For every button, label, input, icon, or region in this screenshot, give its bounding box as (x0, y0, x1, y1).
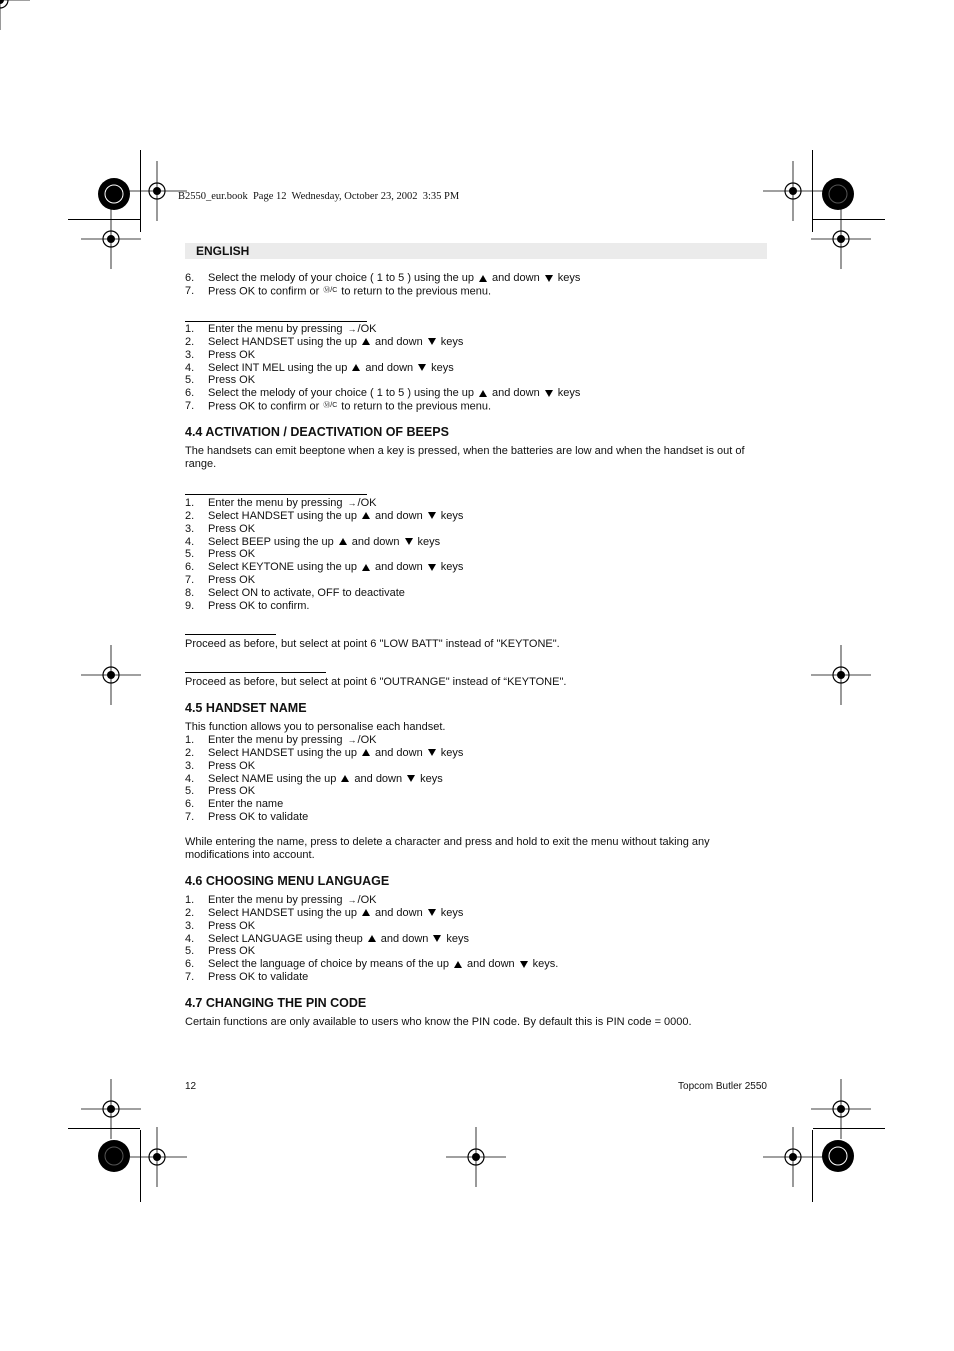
language-steps (185, 894, 767, 984)
int-mel-steps (185, 323, 767, 413)
list-text: keys (557, 272, 581, 284)
down-triangle-icon (428, 338, 436, 345)
list-text: Select HANDSET using the up (208, 906, 357, 919)
list-text: Press OK (208, 348, 256, 361)
down-triangle-icon (405, 538, 413, 545)
down-triangle-icon (407, 775, 415, 782)
down-triangle-icon (428, 564, 436, 571)
clear-key-icon: Ⓜ/C (323, 402, 338, 410)
list-number: 7. (185, 574, 195, 587)
list-text: and down (354, 772, 403, 785)
menu-key-icon: → (347, 895, 357, 905)
list-text: to return to the previous menu. (341, 400, 492, 413)
up-triangle-icon (479, 390, 487, 397)
subsection-rule (185, 321, 367, 322)
list-text: Select NAME using the up (208, 772, 337, 785)
list-text: keys (440, 509, 464, 522)
list-number: 2. (185, 746, 195, 759)
up-triangle-icon (341, 775, 349, 782)
list-item (185, 587, 767, 600)
menu-key-icon: → (347, 498, 357, 508)
language-header-bar (185, 243, 767, 259)
list-item (185, 760, 767, 773)
list-number: 7. (185, 811, 195, 824)
list-number: 2. (185, 509, 195, 522)
list-text: Select KEYTONE using the up (208, 561, 357, 574)
list-text: keys. (532, 958, 559, 971)
list-item (185, 285, 767, 298)
handset-name-steps (185, 734, 767, 824)
list-text: Press OK (208, 785, 256, 798)
product-name: Topcom Butler 2550 (678, 1081, 767, 1092)
list-text: and down (491, 272, 540, 284)
list-text: Press OK (208, 574, 256, 587)
beeps-intro: The handsets can emit beeptone when a key is pressed, when the batteries are low and when the handset is out of range. (185, 445, 745, 470)
list-text: Enter the name (208, 798, 284, 811)
list-number: 9. (185, 599, 195, 612)
list-text: and down (374, 335, 423, 348)
up-triangle-icon (362, 512, 370, 519)
list-number: 6. (185, 272, 195, 284)
list-text: Enter the menu by pressing (208, 894, 343, 906)
list-item (185, 600, 767, 613)
list-number: 5. (185, 374, 195, 387)
list-number: 3. (185, 919, 195, 932)
list-text: Select HANDSET using the up (208, 335, 357, 348)
list-text: and down (374, 746, 423, 759)
down-triangle-icon (520, 961, 528, 968)
list-item (185, 548, 767, 561)
up-triangle-icon (454, 961, 462, 968)
list-item (185, 785, 767, 798)
down-triangle-icon (418, 364, 426, 371)
list-text: Enter the menu by pressing (208, 497, 343, 509)
list-text: keys (420, 772, 443, 785)
list-text: Press OK (208, 522, 256, 535)
subsection-rule (185, 634, 276, 635)
list-text: /OK (357, 734, 377, 746)
lowbatt-text: Proceed as before, but select at point 6 "LOW BATT" instead of "KEYTONE". (185, 638, 560, 650)
list-text: keys (557, 387, 581, 400)
list-text: Select LANGUAGE using theup (208, 932, 363, 945)
list-number: 6. (185, 561, 195, 574)
list-number: 1. (185, 734, 195, 746)
list-number: 3. (185, 522, 195, 535)
down-triangle-icon (428, 909, 436, 916)
list-number: 4. (185, 772, 195, 785)
language-header: ENGLISH (196, 244, 250, 258)
page-number: 12 (185, 1081, 197, 1092)
list-number: 8. (185, 586, 195, 599)
list-text: Select INT MEL using the up (208, 361, 348, 374)
list-number: 1. (185, 894, 195, 906)
subsection-rule (185, 672, 326, 673)
down-triangle-icon (428, 512, 436, 519)
list-number: 7. (185, 400, 195, 413)
clear-key-icon: Ⓜ/C (323, 286, 338, 294)
list-text: keys (440, 746, 464, 759)
list-text: keys (446, 932, 470, 945)
list-number: 1. (185, 497, 195, 509)
list-number: 3. (185, 348, 195, 361)
list-item (185, 773, 767, 786)
list-item (185, 349, 767, 362)
list-text: Press OK (208, 919, 256, 932)
list-text: Select the melody of your choice ( 1 to 5 ) using the up (208, 272, 474, 284)
list-number: 4. (185, 361, 195, 374)
list-text: Select HANDSET using the up (208, 509, 357, 522)
list-item (185, 798, 767, 811)
list-text: and down (375, 561, 423, 574)
list-text: Select HANDSET using the up (208, 746, 357, 759)
list-text: and down (491, 387, 540, 400)
up-triangle-icon (362, 909, 370, 916)
list-item (185, 747, 767, 760)
list-item (185, 958, 767, 971)
section-title-4-7: 4.7 CHANGING THE PIN CODE (185, 996, 367, 1010)
list-text: Press OK to confirm or (208, 285, 320, 298)
up-triangle-icon (352, 364, 360, 371)
list-number: 5. (185, 945, 195, 958)
list-number: 4. (185, 932, 195, 945)
list-number: 6. (185, 798, 195, 811)
list-text: and down (374, 906, 423, 919)
list-text: /OK (357, 497, 377, 509)
list-text: Select BEEP using the up (208, 535, 334, 548)
list-item (185, 945, 767, 958)
list-text: keys (431, 361, 454, 374)
list-text: and down (351, 535, 400, 548)
list-text: Press OK to validate (208, 971, 309, 984)
pin-code-intro: Certain functions are only available to users who know the PIN code. By default this is PIN code = 0000. (185, 1016, 692, 1028)
list-text: Enter the menu by pressing (208, 323, 343, 335)
up-triangle-icon (368, 935, 376, 942)
keytone-steps (185, 497, 767, 613)
list-item (185, 323, 767, 336)
list-number: 6. (185, 958, 195, 971)
list-item (185, 510, 767, 523)
list-number: 4. (185, 535, 195, 548)
list-number: 2. (185, 906, 195, 919)
list-number: 1. (185, 323, 195, 335)
down-triangle-icon (433, 935, 441, 942)
list-item (185, 574, 767, 587)
list-item (185, 336, 767, 349)
list-text: to return to the previous menu. (341, 285, 492, 298)
list-text: Select the language of choice by means of the up (208, 958, 449, 971)
registration-target-icon (0, 0, 30, 30)
down-triangle-icon (545, 275, 553, 282)
section-title-4-6: 4.6 CHOOSING MENU LANGUAGE (185, 874, 390, 888)
up-triangle-icon (479, 275, 487, 282)
list-text: Press OK (208, 548, 256, 561)
list-item (185, 933, 767, 946)
list-text: Press OK (208, 945, 256, 958)
down-triangle-icon (428, 749, 436, 756)
melody-list-continued (185, 272, 767, 298)
list-item (185, 374, 767, 387)
list-number: 6. (185, 387, 195, 400)
list-number: 7. (185, 971, 195, 984)
list-number: 2. (185, 335, 195, 348)
list-text: Enter the menu by pressing (208, 734, 343, 746)
menu-key-icon: → (347, 735, 357, 745)
outrange-text: Proceed as before, but select at point 6 "OUTRANGE" instead of “KEYTONE". (185, 676, 567, 688)
list-item (185, 971, 767, 984)
list-item (185, 536, 767, 549)
list-text: Press OK to confirm or (208, 400, 320, 413)
list-item (185, 400, 767, 413)
list-item (185, 811, 767, 824)
list-text: and down (466, 958, 515, 971)
list-text: keys (440, 906, 464, 919)
menu-key-icon: → (347, 324, 357, 334)
list-text: and down (374, 509, 423, 522)
list-text: /OK (357, 894, 377, 906)
list-text: Press OK to confirm. (208, 599, 310, 612)
up-triangle-icon (362, 749, 370, 756)
list-text: keys (417, 535, 441, 548)
up-triangle-icon (339, 538, 347, 545)
list-text: Press OK (208, 759, 256, 772)
name-entry-note: While entering the name, press to delete a character and press and hold to exit the menu without taking any modifications into account. (185, 836, 710, 861)
section-title-4-5: 4.5 HANDSET NAME (185, 701, 307, 715)
list-item (185, 497, 767, 510)
list-number: 3. (185, 759, 195, 772)
list-item (185, 920, 767, 933)
subsection-rule (185, 494, 367, 495)
up-triangle-icon (362, 338, 370, 345)
list-item (185, 362, 767, 375)
list-text: /OK (357, 323, 377, 335)
list-item (185, 523, 767, 536)
list-text: keys (440, 561, 464, 574)
handset-name-intro: This function allows you to personalise each handset. (185, 721, 446, 733)
list-text: Select ON to activate, OFF to deactivate (208, 586, 405, 599)
list-item (185, 734, 767, 747)
list-item (185, 907, 767, 920)
list-number: 7. (185, 285, 195, 298)
list-text: Press OK (208, 374, 256, 387)
list-item (185, 387, 767, 400)
list-number: 5. (185, 548, 195, 561)
list-text: Press OK to validate (208, 811, 309, 824)
list-text: Select the melody of your choice ( 1 to 5 ) using the up (208, 387, 474, 400)
down-triangle-icon (545, 390, 553, 397)
section-title-4-4: 4.4 ACTIVATION / DEACTIVATION OF BEEPS (185, 425, 449, 439)
list-item (185, 272, 767, 285)
list-item (185, 561, 767, 574)
list-text: and down (365, 361, 414, 374)
list-item (185, 894, 767, 907)
list-text: and down (380, 932, 429, 945)
list-text: keys (440, 335, 464, 348)
book-slug: B2550_eur.book Page 12 Wednesday, October 23, 2002 3:35 PM (178, 191, 460, 202)
list-number: 5. (185, 785, 195, 798)
up-triangle-icon (362, 564, 370, 571)
